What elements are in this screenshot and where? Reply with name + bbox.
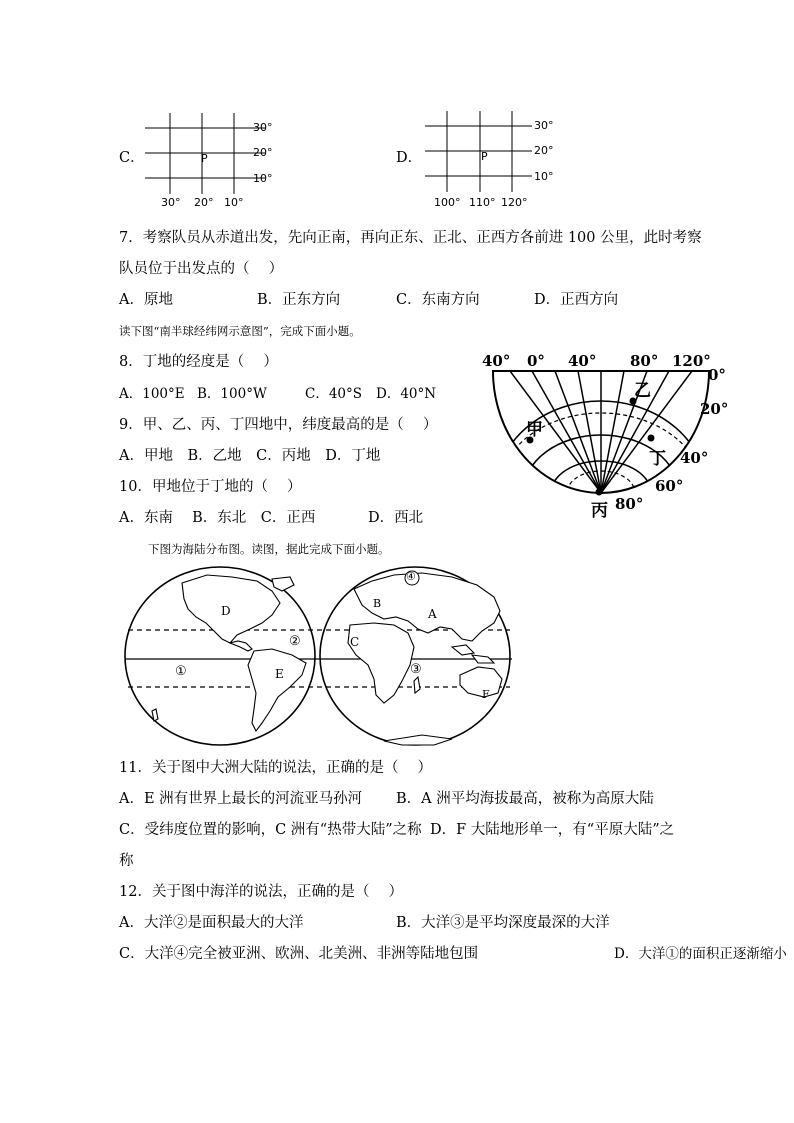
continent-label-c: C (350, 635, 360, 649)
polar-top-label-120e: 120° (672, 352, 711, 370)
q7-line2: 队员位于出发点的（ ） (119, 261, 284, 277)
option-c-lat-20: 20° (253, 146, 273, 159)
q11-option-d-continued: 称 (119, 853, 134, 869)
ocean-label-4: ④ (406, 570, 416, 583)
continent-label-f: F (482, 688, 490, 701)
polar-top-label-40w: 40° (482, 352, 511, 370)
continent-label-b: B (373, 597, 382, 610)
q8-option-a: A．100°E (119, 386, 185, 402)
q12-option-d: D．大洋①的面积正逐渐缩小 (614, 946, 787, 962)
polar-top-label-80e: 80° (630, 352, 659, 370)
q7-option-a: A．原地 (119, 292, 173, 308)
q8-option-b: B．100°W (197, 386, 267, 402)
option-c-label: C． (119, 150, 145, 166)
q9-stem: 9．甲、乙、丙、丁四地中，纬度最高的是（ ） (119, 417, 438, 433)
ocean-label-2: ② (289, 634, 301, 649)
world-land-sea-map (122, 563, 517, 748)
q11-option-b: B．A 洲平均海拔最高，被称为高原大陆 (396, 791, 654, 807)
polar-place-yi: 乙 (634, 381, 651, 401)
polar-lat-label-20: 20° (700, 400, 729, 418)
q11-option-a: A．E 洲有世界上最长的河流亚马孙河 (119, 791, 363, 807)
q8-option-c: C．40°S (305, 386, 363, 402)
ocean-label-3: ③ (410, 662, 422, 677)
q12-stem: 12．关于图中海洋的说法，正确的是（ ） (119, 884, 404, 900)
polar-lat-label-40: 40° (680, 449, 709, 467)
option-d-lat-10: 10° (534, 170, 554, 183)
q12-option-c: C．大洋④完全被亚洲、欧洲、北美洲、非洲等陆地包围 (119, 946, 479, 962)
q8-stem: 8．丁地的经度是（ ） (119, 354, 278, 370)
polar-place-jia: 甲 (526, 420, 543, 440)
q10-stem: 10．甲地位于丁地的（ ） (119, 479, 302, 495)
option-c-lon-20: 20° (194, 196, 214, 209)
option-c-lat-30: 30° (253, 121, 273, 134)
q10-option-d: D．西北 (368, 510, 424, 526)
polar-lat-label-80: 80° (615, 495, 644, 513)
option-c-lat-10: 10° (253, 172, 273, 185)
option-d-lon-100: 100° (434, 196, 461, 209)
q12-option-a: A．大洋②是面积最大的大洋 (119, 915, 304, 931)
q9-options: A．甲地 B．乙地 C．丙地 D．丁地 (119, 448, 381, 464)
polar-place-bing: 丙 (591, 501, 608, 521)
q7-option-c: C．东南方向 (396, 292, 480, 308)
polar-place-ding: 丁 (649, 449, 666, 469)
option-c-lon-10: 10° (224, 196, 244, 209)
instruction-polar-map: 读下图“南半球经纬网示意图”，完成下面小题。 (119, 324, 361, 338)
q11-stem: 11．关于图中大洲大陆的说法，正确的是（ ） (119, 760, 433, 776)
option-d-label: D． (396, 150, 423, 166)
q8-option-d: D．40°N (376, 386, 437, 402)
continent-label-d: D (221, 604, 231, 618)
continent-label-a: A (428, 607, 437, 621)
polar-lat-label-0: 0° (708, 366, 726, 384)
q7-option-b: B．正东方向 (257, 292, 341, 308)
option-d-point-p: P (481, 150, 488, 163)
q12-option-b: B．大洋③是平均深度最深的大洋 (396, 915, 610, 931)
polar-top-label-40e: 40° (568, 352, 597, 370)
q10-options-abc: A．东南 B．东北 C．正西 (119, 510, 316, 526)
q11-option-d: D．F 大陆地形单一，有“平原大陆”之 (430, 822, 675, 838)
option-d-lat-20: 20° (534, 144, 554, 157)
instruction-world-map: 下图为海陆分布图。读图，据此完成下面小题。 (148, 542, 390, 556)
option-c-lon-30: 30° (161, 196, 181, 209)
q7-option-d: D．正西方向 (534, 292, 619, 308)
option-d-lon-120: 120° (501, 196, 528, 209)
continent-label-e: E (275, 667, 284, 681)
q11-option-c: C．受纬度位置的影响，C 洲有“热带大陆”之称 (119, 822, 422, 838)
polar-top-label-0: 0° (527, 352, 545, 370)
q7-line1: 7．考察队员从赤道出发，先向正南，再向正东、正北、正西方各前进 100 公里，此时考察 (119, 230, 702, 246)
ocean-label-1: ① (175, 664, 187, 679)
option-c-point-p: P (201, 152, 208, 165)
option-d-lat-30: 30° (534, 119, 554, 132)
polar-lat-label-60: 60° (655, 477, 684, 495)
option-d-lon-110: 110° (469, 196, 496, 209)
